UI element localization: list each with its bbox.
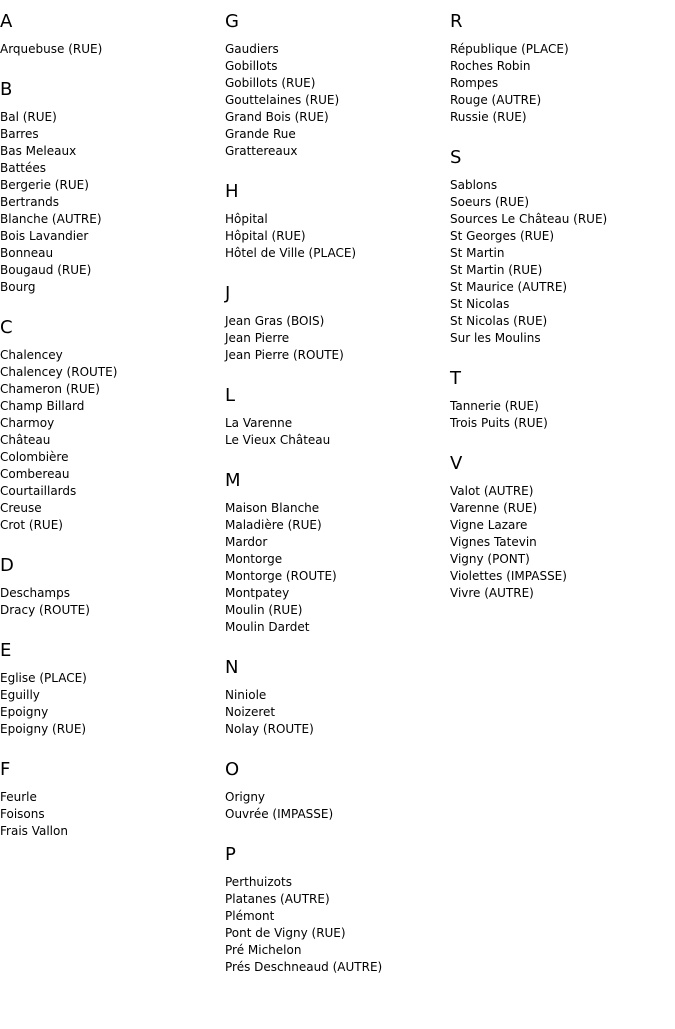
street-entry: Chameron (RUE) (0, 382, 100, 396)
street-entry: Soeurs (RUE) (450, 195, 530, 209)
street-entry: Valot (AUTRE) (450, 484, 534, 498)
street-entry: Pré Michelon (225, 943, 302, 957)
street-entry: Grattereaux (225, 144, 298, 158)
street-entry: Chalencey (ROUTE) (0, 365, 118, 379)
street-entry: Jean Pierre (ROUTE) (225, 348, 344, 362)
street-entry: Montorge (225, 552, 283, 566)
street-entry: Russie (RUE) (450, 110, 527, 124)
index-column (450, 11, 674, 623)
street-entry: Platanes (AUTRE) (225, 892, 330, 906)
section-letter-heading: O (225, 759, 240, 780)
letter-section (0, 11, 224, 58)
street-entry: Niniole (225, 688, 267, 702)
street-entry: Perthuizots (225, 875, 292, 889)
street-entry: Maladière (RUE) (225, 518, 322, 532)
street-list (0, 109, 224, 296)
street-entry: Bougaud (RUE) (0, 263, 92, 277)
street-entry: Gaudiers (225, 42, 279, 56)
section-letter-heading: G (225, 11, 239, 32)
street-entry: Château (0, 433, 51, 447)
street-entry: Champ Billard (0, 399, 85, 413)
street-entry: Bergerie (RUE) (0, 178, 89, 192)
street-entry: Varenne (RUE) (450, 501, 538, 515)
street-entry: Arquebuse (RUE) (0, 42, 103, 56)
street-entry: Vigny (PONT) (450, 552, 530, 566)
street-entry: Rouge (AUTRE) (450, 93, 542, 107)
street-list (0, 347, 224, 534)
street-list (225, 313, 449, 364)
street-entry: Gobillots (RUE) (225, 76, 316, 90)
section-letter-heading: F (0, 759, 11, 780)
letter-section (225, 385, 449, 449)
letter-section (0, 317, 224, 534)
street-entry: Bas Meleaux (0, 144, 77, 158)
street-list (0, 585, 224, 619)
letter-section (225, 844, 449, 976)
street-entry: Bourg (0, 280, 36, 294)
street-entry: Eglise (PLACE) (0, 671, 87, 685)
street-entry: Creuse (0, 501, 42, 515)
street-entry: Foisons (0, 807, 45, 821)
section-letter-heading: S (450, 147, 462, 168)
section-letter-heading: H (225, 181, 239, 202)
letter-section (0, 79, 224, 296)
street-entry: Vivre (AUTRE) (450, 586, 534, 600)
street-entry: Barres (0, 127, 39, 141)
street-entry: République (PLACE) (450, 42, 569, 56)
street-entry: Maison Blanche (225, 501, 320, 515)
letter-section (450, 453, 674, 602)
street-entry: Origny (225, 790, 266, 804)
street-entry: Colombière (0, 450, 69, 464)
street-entry: Gobillots (225, 59, 278, 73)
street-entry: Violettes (IMPASSE) (450, 569, 567, 583)
street-entry: Deschamps (0, 586, 70, 600)
street-entry: Noizeret (225, 705, 276, 719)
street-list (450, 177, 674, 347)
street-entry: Grand Bois (RUE) (225, 110, 329, 124)
street-entry: Plémont (225, 909, 275, 923)
section-letter-heading: C (0, 317, 13, 338)
street-entry: Trois Puits (RUE) (450, 416, 548, 430)
section-letter-heading: T (450, 368, 461, 389)
street-entry: Frais Vallon (0, 824, 68, 838)
street-entry: Le Vieux Château (225, 433, 331, 447)
street-entry: Crot (RUE) (0, 518, 63, 532)
street-list (0, 41, 224, 58)
street-entry: St Martin (RUE) (450, 263, 543, 277)
street-entry: Vigne Lazare (450, 518, 528, 532)
street-entry: Sur les Moulins (450, 331, 541, 345)
street-list (450, 398, 674, 432)
letter-section (0, 640, 224, 738)
street-entry: St Nicolas (RUE) (450, 314, 548, 328)
letter-section (225, 470, 449, 636)
section-letter-heading: P (225, 844, 236, 865)
street-entry: Eguilly (0, 688, 40, 702)
section-letter-heading: L (225, 385, 236, 406)
street-entry: Montpatey (225, 586, 290, 600)
street-entry: Hôpital (RUE) (225, 229, 306, 243)
street-list (225, 789, 449, 823)
street-list (225, 687, 449, 738)
section-letter-heading: V (450, 453, 463, 474)
street-entry: Gouttelaines (RUE) (225, 93, 340, 107)
street-entry: Bonneau (0, 246, 54, 260)
street-entry: St Martin (450, 246, 505, 260)
street-entry: Moulin (RUE) (225, 603, 303, 617)
street-entry: La Varenne (225, 416, 293, 430)
section-letter-heading: N (225, 657, 239, 678)
street-list (225, 415, 449, 449)
street-list (450, 483, 674, 602)
street-entry: St Nicolas (450, 297, 510, 311)
section-letter-heading: M (225, 470, 241, 491)
section-letter-heading: E (0, 640, 12, 661)
street-entry: Charmoy (0, 416, 55, 430)
street-list (225, 41, 449, 160)
street-entry: Blanche (AUTRE) (0, 212, 102, 226)
street-entry: Grande Rue (225, 127, 296, 141)
street-entry: Hôpital (225, 212, 268, 226)
letter-section (225, 11, 449, 160)
street-entry: Sources Le Château (RUE) (450, 212, 608, 226)
street-entry: Battées (0, 161, 47, 175)
street-entry: Tannerie (RUE) (450, 399, 539, 413)
letter-section (450, 11, 674, 126)
street-list (450, 41, 674, 126)
street-entry: Chalencey (0, 348, 63, 362)
letter-section (0, 555, 224, 619)
street-entry: Roches Robin (450, 59, 531, 73)
section-letter-heading: A (0, 11, 13, 32)
street-entry: Bal (RUE) (0, 110, 57, 124)
street-entry: Ouvrée (IMPASSE) (225, 807, 334, 821)
letter-section (225, 283, 449, 364)
letter-section (225, 759, 449, 823)
index-column (0, 11, 224, 861)
street-list (225, 874, 449, 976)
street-entry: St Georges (RUE) (450, 229, 555, 243)
street-entry: Mardor (225, 535, 268, 549)
street-list (225, 500, 449, 636)
letter-section (0, 759, 224, 840)
street-entry: Moulin Dardet (225, 620, 310, 634)
letter-section (450, 368, 674, 432)
street-list (0, 670, 224, 738)
street-entry: Jean Pierre (225, 331, 290, 345)
street-entry: Vignes Tatevin (450, 535, 537, 549)
street-entry: Nolay (ROUTE) (225, 722, 314, 736)
letter-section (450, 147, 674, 347)
letter-section (225, 181, 449, 262)
index-column (225, 11, 449, 997)
section-letter-heading: R (450, 11, 463, 32)
street-entry: Jean Gras (BOIS) (225, 314, 325, 328)
street-entry: Courtaillards (0, 484, 77, 498)
street-entry: Epoigny (0, 705, 49, 719)
street-entry: Hôtel de Ville (PLACE) (225, 246, 357, 260)
street-entry: Bertrands (0, 195, 60, 209)
street-entry: Pont de Vigny (RUE) (225, 926, 346, 940)
street-entry: Feurle (0, 790, 37, 804)
street-entry: Prés Deschneaud (AUTRE) (225, 960, 383, 974)
section-letter-heading: J (225, 283, 231, 304)
street-entry: Montorge (ROUTE) (225, 569, 337, 583)
street-list (0, 789, 224, 840)
street-entry: Dracy (ROUTE) (0, 603, 90, 617)
section-letter-heading: D (0, 555, 14, 576)
section-letter-heading: B (0, 79, 13, 100)
street-entry: Rompes (450, 76, 499, 90)
street-entry: Sablons (450, 178, 498, 192)
street-entry: Epoigny (RUE) (0, 722, 87, 736)
street-list (225, 211, 449, 262)
street-entry: Combereau (0, 467, 70, 481)
letter-section (225, 657, 449, 738)
street-entry: Bois Lavandier (0, 229, 89, 243)
street-entry: St Maurice (AUTRE) (450, 280, 568, 294)
